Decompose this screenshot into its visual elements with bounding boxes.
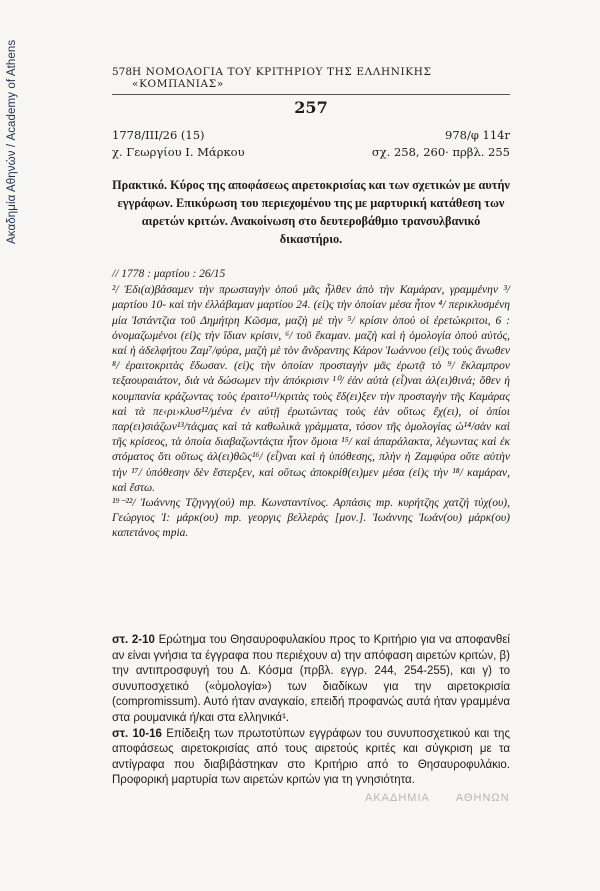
commentary <box>112 633 510 789</box>
commentary-item <box>112 633 510 727</box>
cross-reference: σχ. 258, 260· πρβλ. 255 <box>371 145 510 159</box>
watermark <box>365 792 536 804</box>
running-title: Η ΝΟΜΟΛΟΓΙΑ ΤΟΥ ΚΡΙΤΗΡΙΟΥ ΤΗΣ ΕΛΛΗΝΙΚΗΣ «ΚΟΜΠΑΝΙΑΣ» <box>132 66 432 90</box>
document-text <box>112 267 510 542</box>
commentary-item <box>112 727 510 789</box>
text-dateline: // 1778 : μαρτίου : 26/15 <box>112 268 226 280</box>
watermark-left: ΑΚΑΔΗΜΙΑ <box>365 792 430 804</box>
archive-reference: 978/φ 114r <box>445 128 510 142</box>
document-date: 1778/III/26 (15) <box>112 128 205 142</box>
document-number: 257 <box>294 98 328 117</box>
running-header <box>112 66 510 95</box>
commentary-label: στ. 2-10 <box>112 634 155 646</box>
commentary-label: στ. 10-16 <box>112 727 162 740</box>
watermark-right: ΑΘΗΝΩΝ <box>455 792 510 804</box>
page-number: 578 <box>112 66 133 78</box>
document-summary: Πρακτικό. Κύρος της αποφάσεως αιρετοκρισίας και των σχετικών με αυτήν εγγράφων. Επικύρωση του περιεχομένου της με μαρτυρική κατάθεση των αιρετών κριτών. Ανακοίνωση στο δευτεροβάθμιο τρανσυλβανικό δικαστήριο. <box>112 178 510 246</box>
manuscript-source: χ. Γεωργίου Ι. Μάρκου <box>112 145 245 159</box>
text-body: ²/ Ἐδι(α)βάσαμεν τὴν πρωσταγὴν ὁπού μᾶς ἦλθεν ἀπὸ τὴν Καμάραν, γραμμένην ³/ μαρτίου 10- καὶ τὴν ἐλλάβαμαν μαρτίου 24. (εἰ)ς τὴν ὁποίαν μέσα ἦτον ⁴/ περικλυσμένη μία Ἰστάντζια τοῦ Δημήτρη Κῶσμα, μαζὴ μὲ τὴν ⁵/ κρίσιν ὁπού οἱ ἐρετώκριτοι, 6 : ὀνομαζωμένοι (εἰ)ς τὴν ἴδιαν κρίσιν, ⁶/ τοῦ ἔκαμαν. μαζὴ καὶ ἡ ὁμολογία ὁπού αὐτός, καί ἡ ἀδελφήτου Ζαμ⁷/φύρα, μαζὴ μὲ τὸν ἄνδραντης Κάρον Ἰωάννου (εἰ)ς τοὺς ἄνωθεν ⁸/ ἐραιτοκριτὰς ἔδωσαν. (εἰ)ς τὴν ὁποίαν προσταγὴν μᾶς ἐρωτᾷ τὸ ⁹/ ἔκλαμπρον τεξαουραιάτον, διὰ νὰ δώσωμεν τὴν ἀπόκρισιν ¹⁰/ ἐὰν αὐτὰ (εἶ)ναι ἀλ(ει)θινά; ὅθεν ἡ κουμπανία κράζωντας τοὺς ἐραιτο¹¹/κριτὰς τοὺς ἔδ(ει)ξεν τὴν προσταγὴν τῆς Καμάρας καὶ τὰ πε‹ρι›κλυσ¹²/μένα ἐν αὐτῇ ἐρωτώντας τοὺς ἐὰν οὕτως ἔχ(ει), οἱ ὁπίοι παρ(ει)σιάζων¹³/τάςμας καὶ τὰ καθωλικὰ γράμματα, τόσον τῆς ὁμολογίας ὡ¹⁴/σὰν καὶ τῆς κρίσεος, τὰ ὁποία διαβαζωντάςτα ἦτον ὅμοια ¹⁵/ καὶ ἀπαράλακτα, λέγωντας καὶ ἐκ στόματος ὅτι οὕτως ἀλ(ει)θῶς¹⁶/ (εἶ)ναι καὶ ἡ ὑπόθεσης, πλὴν ἡ Ζαμφύρα οὔτε αὐτὴν τὴν ¹⁷/ ὑπόθεσην δὲν ἔστερξεν, καὶ οὕτως ἀποκρίθ(ει)μεν μέσα (εἰ)ς τὴν ¹⁸/ καμάραν, καὶ ἔστω. <box>112 284 510 494</box>
document-meta <box>112 127 510 161</box>
side-label: Ακαδημία Αθηνών / Academy of Athens <box>6 40 18 245</box>
commentary-text: Ερώτημα του Θησαυροφυλακίου προς το Κριτήριο για να αποφανθεί αν είναι γνήσια τα έγγραφα που περιέχουν α) την απόφαση αιρετών κριτών, β) την αντιπροσφυγή του Δ. Κόσμα (πρβλ. εγγρ. 244, 254-255), και γ) το συνυποσχετικό («ὁμολογία») των διαδίκων για την αιρετοκρισία (compromissum). Αυτό ήταν αναγκαίο, επειδή προφανώς αυτά ήταν γραμμένα στα ρουμανικά ή/και στα ελληνικά¹. <box>112 634 510 724</box>
commentary-text: Επίδειξη των πρωτοτύπων εγγράφων του συνυποσχετικού και της αποφάσεως αιρετοκρισίας από τους αιρετούς κριτές και σύγκριση με τα αντίγραφα που διαβιβάστηκαν στο Κριτήριο από το Θησαυροφυλάκιο. Προφορική μαρτυρία των αιρετών κριτών για τη γνησιότητα. <box>112 727 510 787</box>
text-signatures: ¹⁹⁻²²/ Ἰωάννης Τζηνγγ(ού) mp. Κωνσταντίνος. Αρπάσις mp. κυρήτζης χατζή τύχ(ου), Γεώργιος Ἰ: μάρκ(ου) mp. γεοργις βελλερὰς [μον.]. Ἰωάννης Ἰωάν(ου) μάρκ(ου) καπετάνος mpia. <box>112 497 510 540</box>
